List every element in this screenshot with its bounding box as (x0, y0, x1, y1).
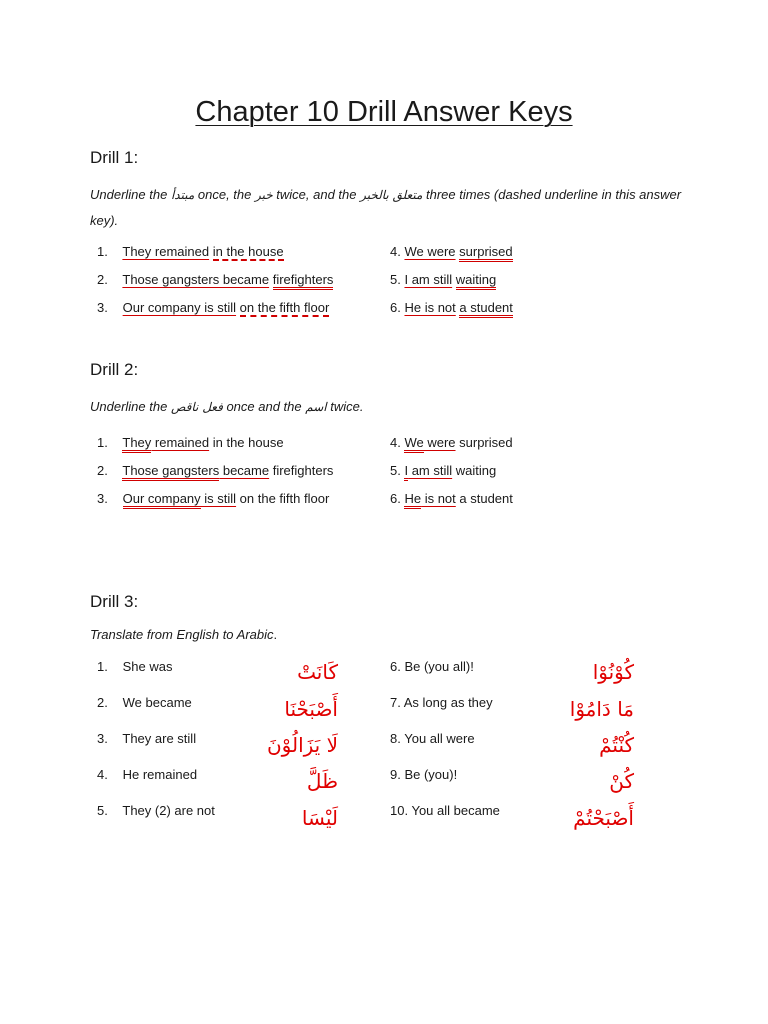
drill-3-instructions (90, 622, 690, 648)
instr-arabic-term: مبتدأ (170, 188, 195, 202)
item-number: 4. (97, 767, 108, 782)
item-number: 7. (390, 695, 401, 710)
item-number: 5. (390, 272, 401, 287)
instr-text: Underline the (90, 187, 171, 202)
arabic-answer: كُنْ (609, 769, 634, 793)
item-number: 2. (97, 695, 108, 710)
instr-text: Underline the (90, 399, 171, 414)
noun-text: I (404, 463, 408, 481)
rest-text: surprised (455, 435, 513, 450)
english-phrase: She was (122, 659, 173, 674)
item-number: 3. (97, 491, 108, 506)
rest-text: on the fifth floor (236, 491, 330, 506)
english-phrase: We became (122, 695, 192, 710)
arabic-answer: أَصْبَحْتُمْ (573, 806, 634, 830)
arabic-answer: مَا دَامُوْا (569, 697, 634, 721)
rest-text: waiting (452, 463, 497, 478)
list-item (97, 695, 192, 710)
related-text: on the fifth floor (239, 300, 330, 315)
rest-text: in the house (209, 435, 284, 450)
list-item (97, 767, 197, 782)
english-phrase: You all became (411, 803, 500, 818)
list-item (390, 272, 496, 287)
subject-text: Our company is still (122, 300, 237, 315)
verb-text: is still (200, 491, 237, 506)
item-number: 4. (390, 435, 401, 450)
subject-text: We were (404, 244, 456, 259)
english-phrase: Be (you)! (404, 767, 458, 782)
noun-text: He (404, 491, 421, 509)
item-number: 5. (390, 463, 401, 478)
noun-text: Our company (123, 491, 201, 509)
list-item (97, 731, 196, 746)
predicate-text: firefighters (273, 272, 334, 290)
drill-1-instructions (90, 182, 690, 234)
subject-text: Those gangsters became (122, 272, 270, 287)
verb-text: am still (408, 463, 453, 478)
english-phrase: As long as they (403, 695, 493, 710)
english-phrase: Be (you all)! (404, 659, 474, 674)
item-number: 6. (390, 300, 401, 315)
item-number: 2. (97, 463, 108, 478)
page-title: Chapter 10 Drill Answer Keys (195, 96, 573, 128)
list-item (97, 659, 173, 674)
english-phrase: They are still (122, 731, 197, 746)
list-item (97, 491, 329, 506)
list-item (390, 463, 496, 478)
instr-arabic-term: فعل ناقص (170, 400, 223, 414)
arabic-answer: أَصْبَحْنَا (284, 697, 338, 721)
instr-text: once, the (194, 187, 255, 202)
arabic-answer: لَا يَزَالُوْنَ (266, 733, 338, 757)
item-number: 3. (97, 300, 108, 315)
instr-text: . (273, 627, 278, 642)
verb-text: became (219, 463, 270, 478)
list-item (390, 803, 500, 818)
predicate-text: a student (459, 300, 513, 318)
verb-text: remained (151, 435, 210, 450)
list-item (390, 300, 513, 315)
instr-text: twice. (326, 399, 364, 414)
noun-text: We (404, 435, 423, 453)
item-number: 9. (390, 767, 401, 782)
item-number: 1. (97, 659, 108, 674)
predicate-text: surprised (459, 244, 512, 262)
verb-text: were (423, 435, 456, 450)
item-number: 3. (97, 731, 108, 746)
english-phrase: He remained (122, 767, 198, 782)
instr-text: Translate from English to Arabic (90, 627, 274, 642)
arabic-answer: ظَلَّ (306, 769, 338, 793)
item-number: 1. (97, 435, 108, 450)
subject-text: He is not (404, 300, 456, 315)
instr-text: twice, and the (272, 187, 361, 202)
rest-text: a student (455, 491, 513, 506)
noun-text: Those gangsters (122, 463, 219, 481)
drill-1-heading: Drill 1: (90, 148, 139, 167)
list-item (390, 659, 474, 674)
item-number: 4. (390, 244, 401, 259)
instr-arabic-term: خبر (254, 188, 273, 202)
list-item (97, 300, 329, 315)
drill-2-instructions (90, 394, 690, 420)
list-item (390, 244, 513, 259)
drill-3-heading: Drill 3: (90, 592, 139, 611)
instr-arabic-term: اسم (305, 400, 327, 414)
item-number: 8. (390, 731, 401, 746)
item-number: 6. (390, 659, 401, 674)
related-text: in the house (212, 244, 284, 259)
instr-text: once and the (222, 399, 306, 414)
english-phrase: They (2) are not (122, 803, 215, 818)
arabic-answer: كُوْنُوْا (592, 660, 634, 684)
list-item (97, 435, 284, 450)
arabic-answer: كُنْتُمْ (599, 733, 634, 757)
item-number: 6. (390, 491, 401, 506)
list-item (97, 244, 284, 259)
list-item (390, 491, 513, 506)
arabic-answer: كَانَتْ (297, 660, 338, 684)
rest-text: firefighters (269, 463, 334, 478)
english-phrase: You all were (404, 731, 475, 746)
noun-text: They (122, 435, 151, 453)
instr-arabic-term: متعلق بالخبر (360, 188, 423, 202)
list-item (97, 272, 333, 287)
list-item (97, 463, 333, 478)
list-item (390, 435, 513, 450)
instr-text: three times (dashed underline in this answer key). (90, 187, 682, 228)
list-item (390, 767, 457, 782)
arabic-answer: لَيْسَا (301, 806, 338, 830)
list-item (97, 803, 215, 818)
subject-text: I am still (404, 272, 453, 287)
list-item (390, 731, 475, 746)
predicate-text: waiting (456, 272, 496, 290)
item-number: 2. (97, 272, 108, 287)
item-number: 5. (97, 803, 108, 818)
drill-2-heading: Drill 2: (90, 360, 139, 379)
item-number: 10. (390, 803, 409, 818)
subject-text: They remained (122, 244, 210, 259)
list-item (390, 695, 493, 710)
verb-text: is not (421, 491, 456, 506)
item-number: 1. (97, 244, 108, 259)
